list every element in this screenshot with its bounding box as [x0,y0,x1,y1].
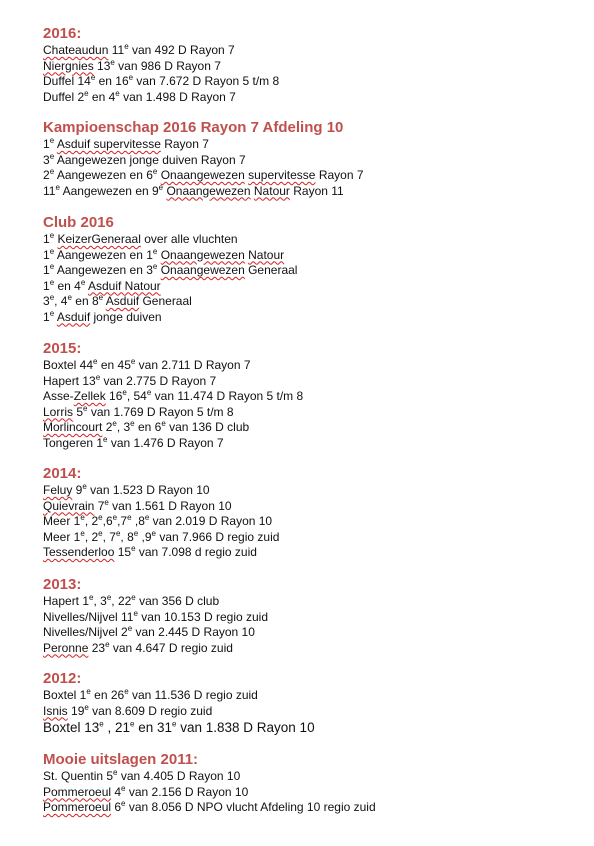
result-line: Quievrain 7e van 1.561 D Rayon 10 [43,497,232,513]
section [43,339,303,451]
ordinal-suffix: e [80,513,85,522]
result-line: 1e Aangewezen en 1e Onaangewezen Natour [43,246,285,262]
section [43,575,268,656]
ordinal-suffix: e [115,88,120,98]
ordinal-suffix: e [98,513,103,522]
spellcheck-word: Morlincourt [43,420,103,434]
spellcheck-word: Peronne [43,640,89,655]
spellcheck-word: Chateaudun [43,43,109,57]
result-line: Morlincourt 2e, 3e en 6e van 136 D club [43,419,250,434]
spellcheck-word: Onaangewezen [166,183,251,198]
result-line: Tongeren 1e van 1.476 D Rayon 7 [43,434,224,450]
result-line: Niergnies 13e van 986 D Rayon 7 [43,57,221,73]
ordinal-suffix: e [49,308,55,318]
ordinal-suffix: e [105,639,110,649]
result-line: Nivelles/Nijvel 2e van 2.445 D Rayon 10 [43,624,255,639]
spellcheck-word: Natour [253,183,290,198]
result-line: Peronne 23e van 4.647 D regio zuid [43,639,233,655]
ordinal-suffix: e [144,513,150,522]
result-line: 11e Aangewezen en 9e Onaangewezen Natour Rayon 11 [43,182,344,198]
result-line: Isnis 19e van 8.609 D regio zuid [43,702,213,718]
ordinal-suffix: e [113,768,118,777]
result-line: 1e Asduif jonge duiven [43,308,162,324]
spellcheck-word: Asduif Natour [87,278,161,293]
result-line: Boxtel 13e , 21e en 31e van 1.838 D Rayon 10 [43,719,315,735]
result-line: Chateaudun 11e van 492 D Rayon 7 [43,42,235,57]
ordinal-suffix: e [121,799,126,808]
ordinal-suffix: e [146,388,152,397]
ordinal-suffix: e [49,277,55,287]
ordinal-suffix: e [89,593,94,602]
ordinal-suffix: e [152,167,158,176]
spellcheck-word: Zellek [73,389,106,403]
ordinal-suffix: e [49,167,55,176]
result-line: Feluy 9e van 1.523 D Rayon 10 [43,482,210,497]
spellcheck-word: supervitesse [248,168,316,182]
ordinal-suffix: e [121,783,126,793]
result-line: 2e Aangewezen en 6e Onaangewezen supervitesse Rayon 7 [43,167,364,182]
spellcheck-word: Quievrain [43,498,95,513]
spellcheck-word: Asduif [56,309,91,324]
ordinal-suffix: e [127,624,133,633]
ordinal-suffix: e [131,593,136,602]
spellcheck-word: Onaangewezen [160,247,245,262]
spellcheck-word: Tessenderloo [43,545,115,559]
ordinal-suffix: e [80,528,85,538]
spellcheck-word: Pommeroeul [43,784,112,799]
ordinal-suffix: e [115,528,121,538]
result-line: Hapert 13e van 2.775 D Rayon 7 [43,372,217,388]
ordinal-suffix: e [98,293,104,302]
section-heading: Club 2016 [43,214,114,231]
spellcheck-word: Lorris [43,404,74,419]
section [43,669,315,736]
spellcheck-word: Asduif [105,294,140,308]
spellcheck-word: Onaangewezen [160,263,245,277]
ordinal-suffix: e [112,513,118,522]
ordinal-suffix: e [131,544,136,553]
ordinal-suffix: e [84,88,89,98]
spellcheck-word: Niergnies [43,58,94,73]
section-heading: Kampioenschap 2016 Rayon 7 Afdeling 10 [43,119,344,136]
ordinal-suffix: e [98,528,103,538]
ordinal-suffix: e [152,262,158,271]
ordinal-suffix: e [122,388,127,397]
result-line: 1e Aangewezen en 3e Onaangewezen Generaal [43,262,298,277]
ordinal-suffix: e [172,719,177,729]
ordinal-suffix: e [103,434,108,444]
section [43,24,279,105]
result-line: Nivelles/Nijvel 11e van 10.153 D regio zuid [43,608,269,624]
ordinal-suffix: e [80,277,86,287]
result-line: Hapert 1e, 3e, 22e van 356 D club [43,593,220,608]
ordinal-suffix: e [133,528,139,538]
ordinal-suffix: e [124,687,129,696]
ordinal-suffix: e [84,702,89,712]
section-heading: 2015: [43,340,82,357]
ordinal-suffix: e [93,357,98,366]
ordinal-suffix: e [112,419,117,428]
ordinal-suffix: e [83,403,88,413]
ordinal-suffix: e [99,719,104,729]
ordinal-suffix: e [49,262,55,271]
section [43,213,297,325]
result-line: 1e Asduif supervitesse Rayon 7 [43,136,209,151]
section-heading: 2014: [43,465,82,482]
spellcheck-word: Onaangewezen [160,168,245,182]
result-line: Duffel 14e en 16e van 7.672 D Rayon 5 t/m 8 [43,73,280,88]
result-line: 1e en 4e Asduif Natour [43,277,161,293]
ordinal-suffix: e [128,73,134,82]
result-line: Meer 1e, 2e, 7e, 8e ,9e van 7.966 D regio zuid [43,528,280,544]
ordinal-suffix: e [82,482,87,491]
ordinal-suffix: e [55,182,60,192]
section-heading: 2012: [43,670,82,687]
result-line: Boxtel 1e en 26e van 11.536 D regio zuid [43,687,258,702]
section-heading: 2013: [43,576,82,593]
section [43,750,376,816]
section-heading: 2016: [43,25,82,42]
result-line: 3e Aangewezen jonge duiven Rayon 7 [43,151,246,167]
ordinal-suffix: e [151,528,156,538]
ordinal-suffix: e [95,372,101,382]
spellcheck-word: Asduif supervitesse [56,137,161,151]
ordinal-suffix: e [133,608,138,618]
section [43,118,364,199]
section [43,464,279,561]
result-line: Boxtel 44e en 45e van 2.711 D Rayon 7 [43,357,251,372]
ordinal-suffix: e [124,42,129,51]
result-line: Pommeroeul 6e van 8.056 D NPO vlucht Afdeling 10 regio zuid [43,799,376,814]
result-line: Asse-Zellek 16e, 54e van 11.474 D Rayon 5 t/m 8 [43,388,304,403]
ordinal-suffix: e [130,357,136,366]
section-heading: Mooie uitslagen 2011: [43,751,199,768]
ordinal-suffix: e [152,246,158,256]
result-line: Duffel 2e en 4e van 1.498 D Rayon 7 [43,88,236,104]
ordinal-suffix: e [49,151,55,161]
ordinal-suffix: e [86,687,91,696]
result-line: Meer 1e, 2e,6e,7e ,8e van 2.019 D Rayon 10 [43,513,273,528]
ordinal-suffix: e [106,593,112,602]
ordinal-suffix: e [110,57,115,67]
ordinal-suffix: e [130,419,135,428]
result-line: Tessenderloo 15e van 7.098 d regio zuid [43,544,257,559]
result-line: 3e, 4e en 8e Asduif Generaal [43,293,192,308]
spellcheck-word: Pommeroeul [43,800,112,814]
spellcheck-word: KeizerGeneraal [57,232,141,246]
result-line: Pommeroeul 4e van 2.156 D Rayon 10 [43,783,249,799]
ordinal-suffix: e [49,231,55,240]
ordinal-suffix: e [90,73,96,82]
ordinal-suffix: e [158,182,164,192]
ordinal-suffix: e [104,497,109,507]
ordinal-suffix: e [127,513,132,522]
ordinal-suffix: e [49,136,55,145]
ordinal-suffix: e [67,293,72,302]
spellcheck-word: Feluy [43,483,73,497]
ordinal-suffix: e [161,419,166,428]
ordinal-suffix: e [49,293,55,302]
result-line: Lorris 5e van 1.769 D Rayon 5 t/m 8 [43,403,234,419]
spellcheck-word: Natour [248,247,285,262]
result-line: St. Quentin 5e van 4.405 D Rayon 10 [43,768,241,783]
ordinal-suffix: e [130,719,135,729]
spellcheck-word: Isnis [43,703,68,718]
ordinal-suffix: e [49,246,55,256]
result-line: 1e KeizerGeneraal over alle vluchten [43,231,238,246]
